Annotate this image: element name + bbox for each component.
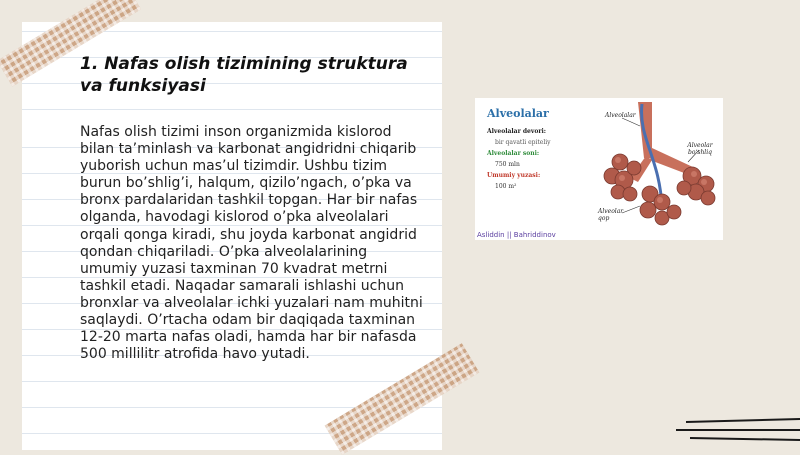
section-heading: 1. Nafas olish tizimining struktura va funksiyasi bbox=[80, 54, 408, 96]
pointer-alveolalar bbox=[622, 118, 640, 126]
body-paragraph: Nafas olish tizimi inson organizmida kislorod bilan ta’minlash va karbonat angidridni chiqarib yuborish uchun mas’ul tizimdir. Ushbu tizim burun bo’shlig’i, halqum, qizilo’ngach, o’pka va bronx pardalaridan tashkil topgan. Har bir nafas olganda, havodagi kislorod o’pka alveolalari orqali qonga kiradi, shu joyda karbonat angidrid qondan chiqariladi. O’pka alveolalarining umumiy yuzasi taxminan 70 kvadrat metrni tashkil etadi. Naqadar samarali ishlashi uchun bronxlar va alveolalar ichki yuzalari nam muhitni saqlaydi. O’rtacha odam bir daqiqada taxminan 12-20 marta nafas oladi, hamda har bir nafasda 500 millilitr atrofida havo yutadi. bbox=[80, 124, 423, 363]
label-alveolar-bosh: Alveolar bo‘shliq bbox=[687, 142, 713, 156]
figure-credit: Asliddin || Bahriddinov bbox=[477, 231, 556, 239]
figure-line-count-value: 750 mln bbox=[495, 161, 520, 168]
label-alveolar-qop: Alveolar qop bbox=[598, 208, 624, 222]
figure-line-count-label: Alveolalar soni: bbox=[487, 150, 540, 157]
label-alveolalar: Alveolalar bbox=[605, 112, 636, 119]
figure-line-area-value: 100 m² bbox=[495, 183, 517, 190]
alveoli-figure bbox=[475, 98, 723, 240]
decorative-lines bbox=[676, 416, 800, 442]
figure-title: Alveolalar bbox=[487, 107, 549, 120]
figure-line-area-label: Umumiy yuzasi: bbox=[487, 172, 541, 179]
figure-line-wall-value: bir qavatli epiteliy bbox=[495, 139, 551, 146]
pointer-qop bbox=[622, 206, 640, 213]
figure-line-wall-label: Alveolalar devori: bbox=[487, 128, 546, 135]
